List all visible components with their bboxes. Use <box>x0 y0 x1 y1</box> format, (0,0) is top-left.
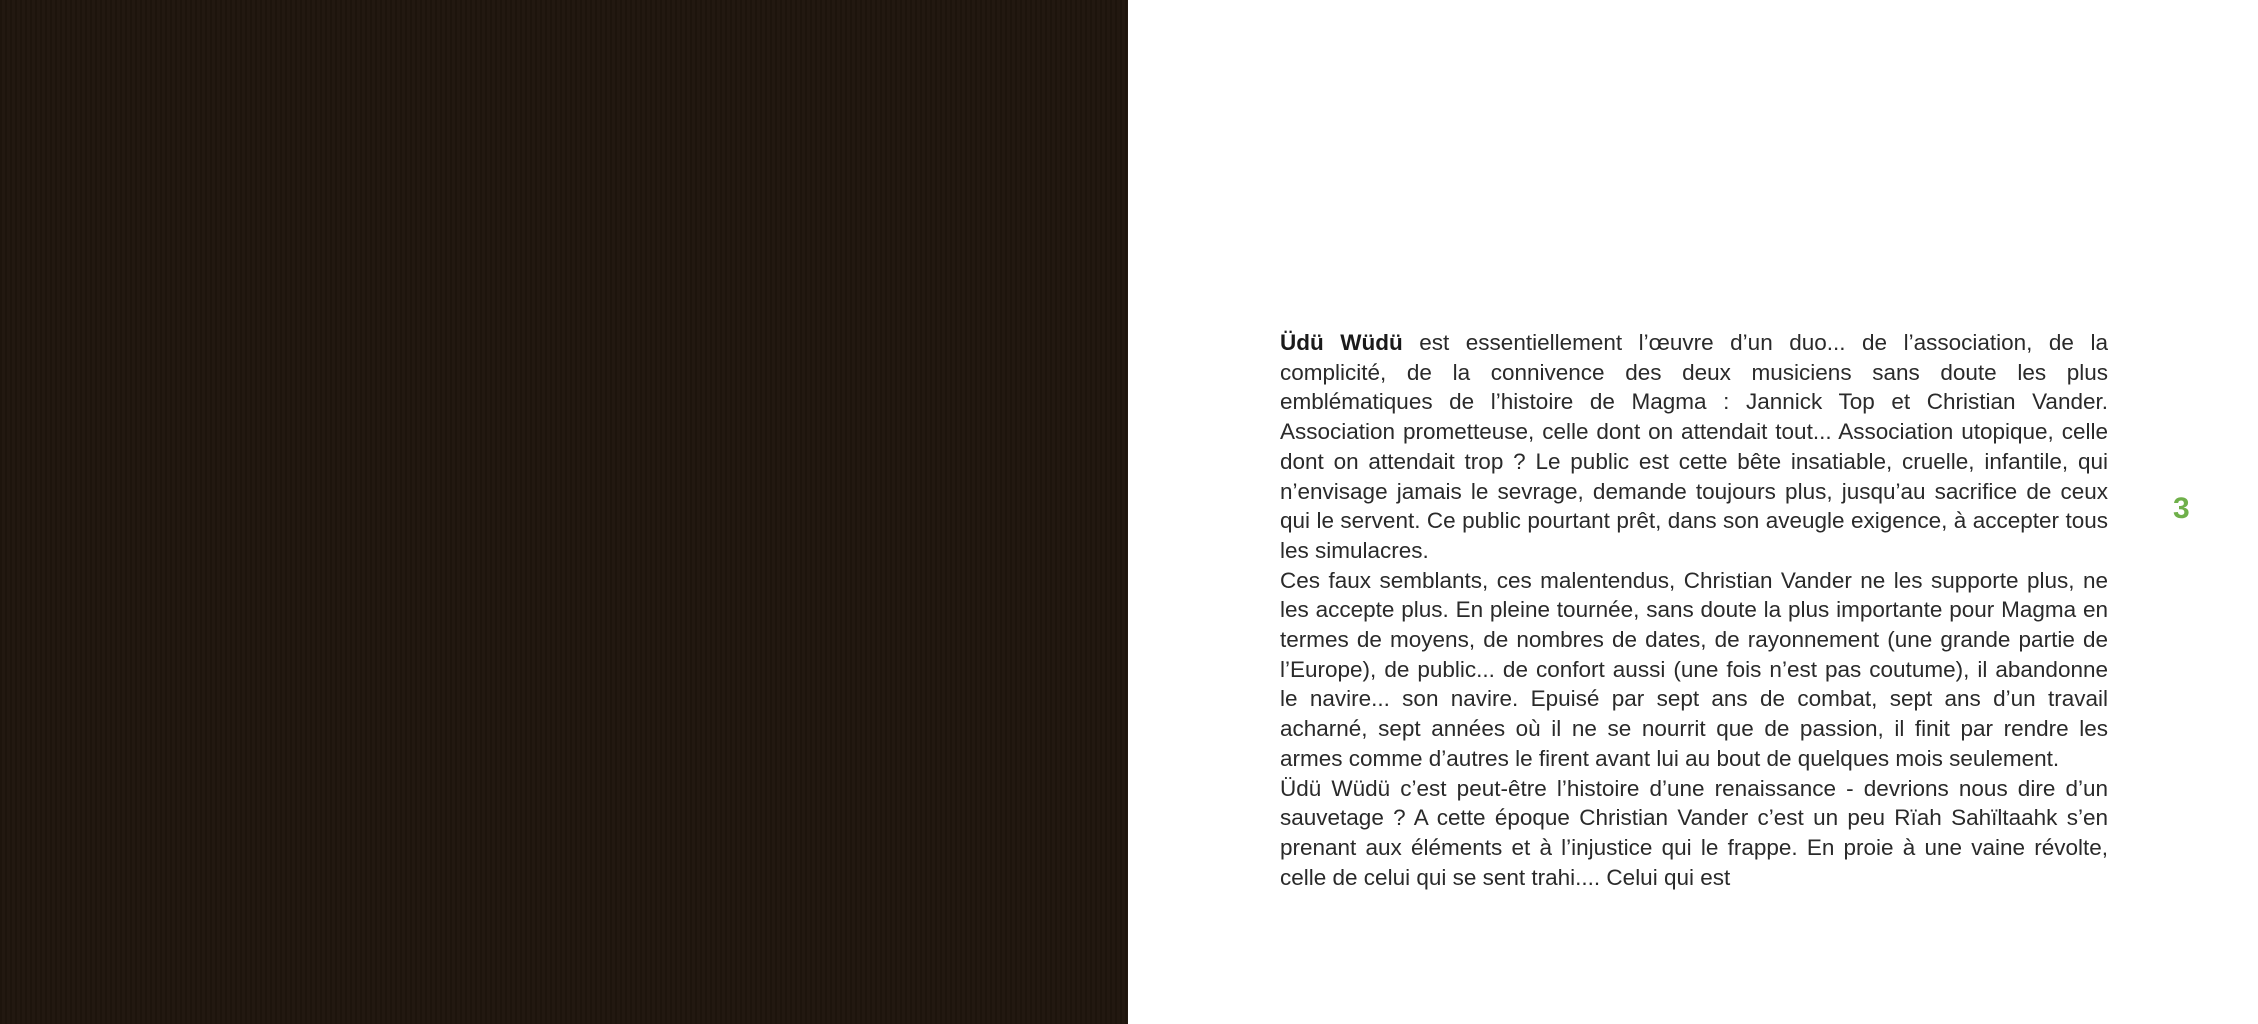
paragraph-1-text: est essentiellement l’œuvre d’un duo... de l’association, de la complicité, de la connivence des deux musiciens sans doute les plus emblématiques de l’histoire de Magma : Jannick Top et Christian Vander. Association prometteuse, celle dont on attendait tout... Association utopique, celle dont on attendait trop ? Le public est cette bête insatiable, cruelle, infantile, qui n’envisage jamais le sevrage, demande toujours plus, jusqu’au sacrifice de ceux qui le servent. Ce public pourtant prêt, dans son aveugle exigence, à accepter tous les simulacres. <box>1280 330 2108 563</box>
paragraph-2: Ces faux semblants, ces malentendus, Christian Vander ne les supporte plus, ne les accepte plus. En pleine tournée, sans doute la plus importante pour Magma en termes de moyens, de nombres de dates, de rayonnement (une grande partie de l’Europe), de public... de confort aussi (une fois n’est pas coutume), il abandonne le navire... son navire. Epuisé par sept ans de combat, sept ans d’un travail acharné, sept années où il ne se nourrit que de passion, il finit par rendre les armes comme d’autres le firent avant lui au bout de quelques mois seulement. <box>1280 567 2108 771</box>
page-number: 3 <box>2173 492 2190 525</box>
paragraph-1 <box>1280 328 2108 566</box>
paragraph-3: Üdü Wüdü c’est peut-être l’histoire d’une renaissance - devrions nous dire d’un sauvetage ? A cette époque Christian Vander c’est un peu Rïah Sahïltaahk s’en prenant aux éléments et à l’injustice qui le frappe. En proie à une vaine révolte, celle de celui qui se sent trahi.... Celui qui est <box>1280 775 2108 890</box>
dark-left-page <box>0 0 1128 1024</box>
article-text <box>1280 328 2108 892</box>
text-page <box>1128 0 2258 1024</box>
album-title-bold: Üdü Wüdü <box>1280 330 1403 355</box>
